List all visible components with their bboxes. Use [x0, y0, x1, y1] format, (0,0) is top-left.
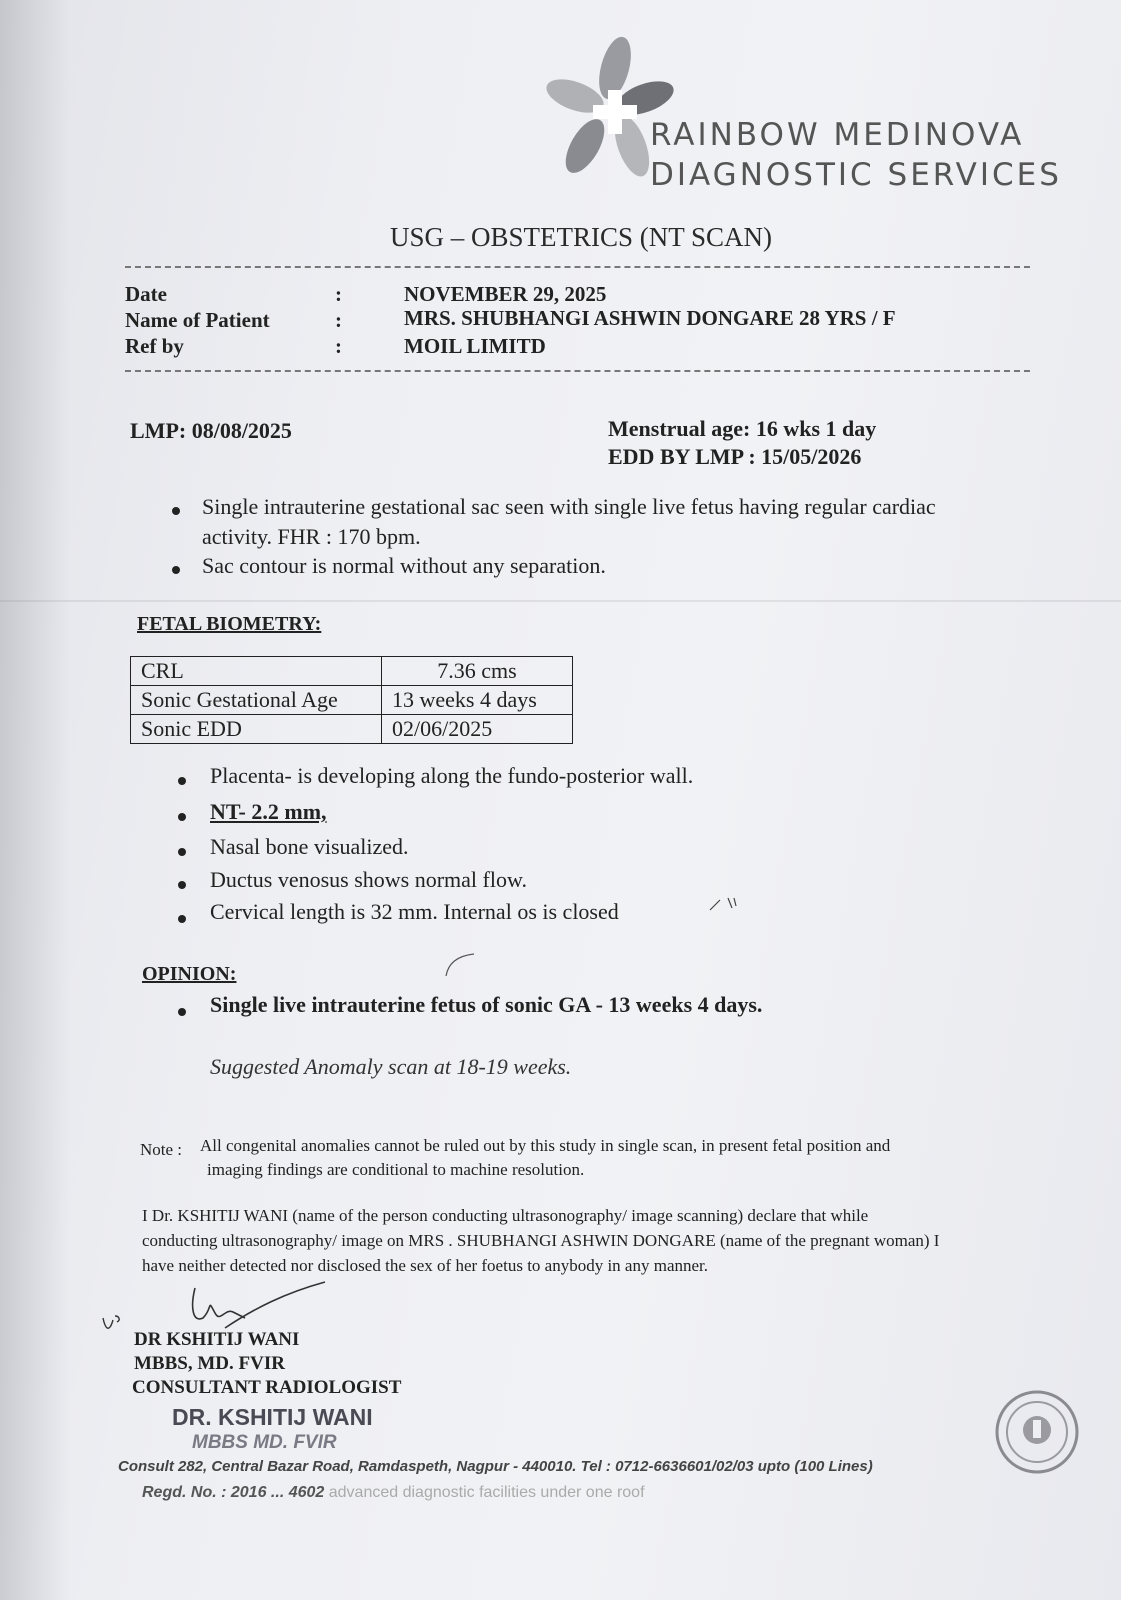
ref-value: MOIL LIMITD [404, 334, 546, 358]
biometry-value: 7.36 cms [382, 657, 573, 686]
doctor-name: DR KSHITIJ WANI [134, 1329, 300, 1350]
finding-nasal-bone: Nasal bone visualized. [210, 834, 409, 859]
note-line2: imaging findings are conditional to machine resolution. [207, 1160, 585, 1179]
date-label: Date [125, 282, 167, 306]
paper-fold-shadow [0, 0, 70, 1600]
footer-address: Consult 282, Central Bazar Road, Ramdaspeth, Nagpur - 440010. Tel : 0712-6636601/02/03 upto (100 Lines) [118, 1458, 873, 1475]
finding-cardiac-activity: activity. FHR : 170 bpm. [202, 524, 421, 549]
report-title: USG – OBSTETRICS (NT SCAN) [390, 222, 773, 252]
finding-placenta: Placenta- is developing along the fundo-posterior wall. [210, 763, 694, 788]
patient-name-value: MRS. SHUBHANGI ASHWIN DONGARE 28 YRS / F [404, 306, 896, 330]
declaration-line2: conducting ultrasonography/ image on MRS . SHUBHANGI ASHWIN DONGARE (name of the pregnant woman) I [142, 1231, 940, 1250]
patient-name-colon: : [335, 308, 342, 332]
edd-by-lmp: EDD BY LMP : 15/05/2026 [608, 444, 862, 469]
date-colon: : [335, 282, 342, 306]
opinion-text: Single live intrauterine fetus of sonic GA - 13 weeks 4 days. [210, 992, 763, 1017]
opinion-suggestion: Suggested Anomaly scan at 18-19 weeks. [210, 1054, 572, 1079]
finding-sac-contour: Sac contour is normal without any separation. [202, 553, 606, 578]
menstrual-age: Menstrual age: 16 wks 1 day [608, 416, 877, 441]
org-name-line1: RAINBOW MEDINOVA [650, 117, 1025, 153]
biometry-label: CRL [131, 657, 382, 686]
table-row [131, 715, 573, 744]
biometry-value: 13 weeks 4 days [382, 686, 573, 715]
biometry-value: 02/06/2025 [382, 715, 573, 744]
date-value: NOVEMBER 29, 2025 [404, 282, 607, 306]
biometry-label: Sonic Gestational Age [131, 686, 382, 715]
finding-nt: NT- 2.2 mm, [210, 799, 327, 824]
note-label: Note : [140, 1140, 183, 1159]
lmp: LMP: 08/08/2025 [130, 418, 292, 443]
doctor-degree: MBBS, MD. FVIR [134, 1353, 285, 1374]
bullet [178, 813, 186, 821]
divider-bottom [125, 370, 1030, 372]
bullet [178, 777, 186, 785]
check-mark-icon [444, 950, 484, 980]
stamp-degree: MBBS MD. FVIR [192, 1432, 337, 1453]
note-line1: All congenital anomalies cannot be ruled out by this study in single scan, in present fetal position and [200, 1136, 891, 1155]
biometry-heading: FETAL BIOMETRY: [137, 613, 322, 635]
declaration-line3: have neither detected nor disclosed the sex of her foetus to anybody in any manner. [142, 1256, 709, 1275]
stamp-name: DR. KSHITIJ WANI [172, 1404, 373, 1430]
declaration-line1: I Dr. KSHITIJ WANI (name of the person conducting ultrasonography/ image scanning) declare that while [142, 1206, 869, 1225]
doctor-role: CONSULTANT RADIOLOGIST [132, 1377, 402, 1398]
finding-ductus-venosus: Ductus venosus shows normal flow. [210, 867, 527, 892]
finding-gestational-sac: Single intrauterine gestational sac seen with single live fetus having regular cardiac [202, 494, 936, 519]
finding-cervical-length: Cervical length is 32 mm. Internal os is closed [210, 899, 619, 924]
tick-mark-icon [708, 894, 748, 914]
bullet [178, 1008, 186, 1016]
bullet [172, 507, 180, 515]
table-row [131, 657, 573, 686]
paper-fold-crease [0, 600, 1121, 602]
footer-regd: Regd. No. : 2016 ... 4602 advanced diagnostic facilities under one roof [142, 1484, 645, 1501]
divider-top [125, 266, 1030, 268]
ref-colon: : [335, 334, 342, 358]
opinion-heading: OPINION: [142, 963, 237, 985]
bullet [178, 848, 186, 856]
org-name-line2: DIAGNOSTIC SERVICES [650, 157, 1062, 193]
bullet [178, 881, 186, 889]
bullet [172, 566, 180, 574]
biometry-label: Sonic EDD [131, 715, 382, 744]
patient-name-label: Name of Patient [125, 308, 270, 332]
table-row [131, 686, 573, 715]
ref-label: Ref by [125, 334, 184, 358]
accreditation-seal-icon [995, 1390, 1079, 1474]
biometry-table [130, 656, 573, 744]
bullet [178, 915, 186, 923]
